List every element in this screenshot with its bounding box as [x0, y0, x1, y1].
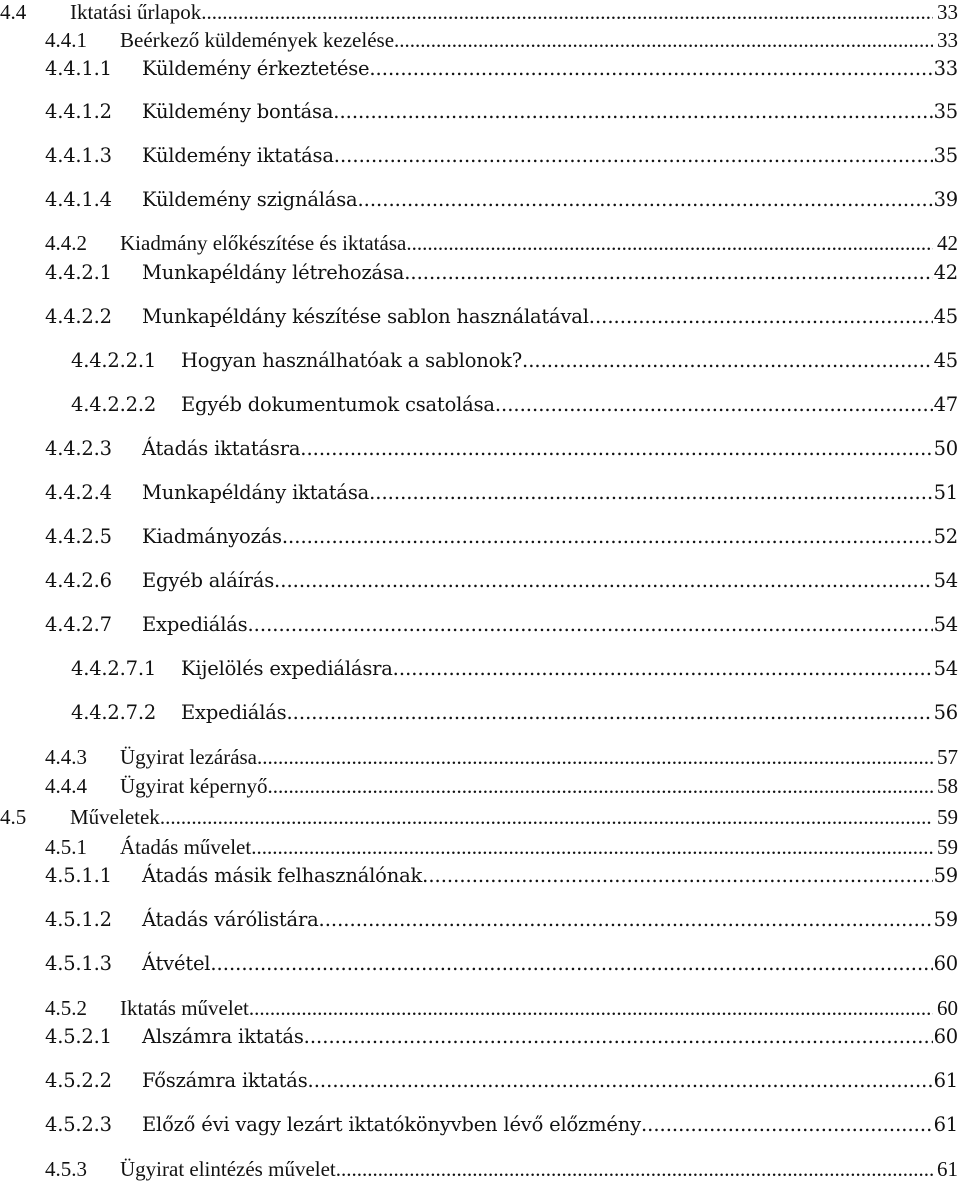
toc-entry-title: Egyéb dokumentumok csatolása	[181, 393, 495, 416]
toc-entry[interactable]	[0, 305, 958, 328]
toc-entry-number: 4.4.2.4	[45, 481, 112, 504]
toc-entry-title: Ügyirat képernyő	[120, 774, 268, 798]
toc-entry-number: 4.4.1.4	[45, 188, 112, 211]
toc-entry-page: 35	[933, 144, 958, 167]
toc-entry-number: 4.4.2.2.2	[71, 393, 157, 416]
toc-entry-number: 4.4	[0, 0, 27, 24]
toc-entry-page: 54	[933, 613, 958, 636]
toc-entry-title: Iktatási űrlapok	[70, 0, 202, 24]
toc-entry[interactable]	[0, 525, 958, 548]
toc-dot-leader	[522, 349, 933, 372]
toc-entry-title: Egyéb aláírás	[142, 569, 275, 592]
toc-entry-page: 42	[933, 261, 958, 284]
toc-entry-number: 4.4.2.7.1	[71, 657, 157, 680]
toc-entry-number: 4.5.2	[45, 996, 87, 1020]
toc-entry-title: Átvétel	[142, 952, 211, 975]
toc-entry[interactable]	[0, 144, 958, 167]
toc-entry-title: Munkapéldány készítése sablon használatával	[142, 305, 589, 328]
toc-entry-page: 33	[933, 57, 958, 80]
toc-entry-page: 59	[933, 864, 958, 887]
toc-dot-leader	[406, 231, 933, 256]
toc-dot-leader	[495, 393, 933, 416]
toc-dot-leader	[257, 745, 933, 770]
toc-entry-number: 4.5.1.1	[45, 864, 112, 887]
toc-entry-title: Expediálás	[142, 613, 248, 636]
toc-entry-number: 4.4.1.1	[45, 57, 112, 80]
toc-entry-title: Alszámra iktatás	[142, 1025, 304, 1048]
toc-dot-leader	[282, 525, 933, 548]
toc-entry-title: Átadás másik felhasználónak	[142, 864, 423, 887]
toc-entry-number: 4.5.1.3	[45, 952, 112, 975]
toc-entry[interactable]	[0, 774, 958, 799]
toc-entry-title: Ügyirat elintézés művelet	[120, 1157, 336, 1181]
toc-entry-title: Munkapéldány iktatása	[142, 481, 370, 504]
toc-entry[interactable]	[0, 1025, 958, 1048]
toc-entry[interactable]	[0, 1113, 958, 1136]
toc-entry[interactable]	[0, 835, 958, 860]
toc-entry-page: 61	[933, 1113, 958, 1136]
toc-entry[interactable]	[0, 613, 958, 636]
toc-entry-number: 4.4.2.2	[45, 305, 112, 328]
toc-entry-number: 4.4.2.3	[45, 437, 112, 460]
toc-dot-leader	[334, 144, 933, 167]
toc-entry-title: Kijelölés expediálásra	[181, 657, 393, 680]
toc-entry-page: 60	[937, 996, 958, 1020]
toc-entry-page: 59	[933, 908, 958, 931]
toc-dot-leader	[201, 0, 933, 25]
toc-entry-title: Iktatás művelet	[120, 996, 249, 1020]
toc-dot-leader	[268, 774, 933, 799]
toc-entry-page: 33	[937, 28, 958, 52]
toc-dot-leader	[274, 569, 933, 592]
toc-entry[interactable]	[0, 393, 958, 416]
toc-dot-leader	[369, 57, 932, 80]
toc-dot-leader	[369, 481, 933, 504]
toc-dot-leader	[641, 1113, 933, 1136]
toc-entry-title: Kiadmányozás	[142, 525, 282, 548]
toc-entry-title: Küldemény bontása	[142, 100, 334, 123]
toc-dot-leader	[249, 996, 933, 1021]
toc-entry-page: 58	[937, 774, 958, 798]
toc-entry-number: 4.5	[0, 805, 27, 829]
toc-entry-number: 4.4.2.5	[45, 525, 112, 548]
toc-entry-number: 4.5.2.3	[45, 1113, 112, 1136]
toc-dot-leader	[160, 805, 933, 830]
toc-entry-title: Beérkező küldemények kezelése	[120, 28, 395, 52]
toc-entry-page: 35	[933, 100, 958, 123]
toc-dot-leader	[422, 864, 932, 887]
toc-entry-title: Munkapéldány létrehozása	[142, 261, 405, 284]
toc-entry[interactable]	[0, 28, 958, 53]
toc-entry-title: Előző évi vagy lezárt iktatókönyvben lévő előzmény	[142, 1113, 641, 1136]
toc-entry-number: 4.4.2	[45, 231, 87, 255]
toc-dot-leader	[308, 1069, 933, 1092]
toc-entry-number: 4.5.2.1	[45, 1025, 112, 1048]
toc-entry-page: 45	[933, 305, 958, 328]
toc-entry-page: 59	[937, 835, 958, 859]
toc-dot-leader	[319, 908, 933, 931]
toc-entry-page: 51	[933, 481, 958, 504]
toc-entry-number: 4.4.2.7.2	[71, 701, 157, 724]
toc-entry[interactable]	[0, 745, 958, 770]
toc-entry-number: 4.4.2.6	[45, 569, 112, 592]
toc-entry-number: 4.4.4	[45, 774, 87, 798]
toc-entry-page: 61	[933, 1069, 958, 1092]
toc-entry-number: 4.5.3	[45, 1157, 87, 1181]
toc-dot-leader	[336, 1157, 933, 1182]
toc-entry-page: 56	[933, 701, 958, 724]
toc-entry-number: 4.4.2.2.1	[71, 349, 157, 372]
toc-entry-number: 4.5.1	[45, 835, 87, 859]
toc-entry-page: 61	[937, 1157, 958, 1181]
toc-entry-page: 60	[933, 1025, 958, 1048]
toc-entry[interactable]	[0, 261, 958, 284]
toc-entry-title: Kiadmány előkészítése és iktatása	[120, 231, 407, 255]
toc-entry-page: 42	[937, 231, 958, 255]
toc-dot-leader	[589, 305, 933, 328]
toc-dot-leader	[404, 261, 932, 284]
toc-entry-title: Küldemény szignálása	[142, 188, 358, 211]
toc-entry[interactable]	[0, 1157, 958, 1182]
toc-entry[interactable]	[0, 231, 958, 256]
toc-entry-title: Küldemény iktatása	[142, 144, 334, 167]
toc-entry-page: 39	[933, 188, 958, 211]
toc-entry[interactable]	[0, 701, 958, 724]
toc-entry[interactable]	[0, 657, 958, 680]
toc-entry[interactable]	[0, 569, 958, 592]
toc-entry[interactable]	[0, 952, 958, 975]
toc-entry-number: 4.4.1.2	[45, 100, 112, 123]
toc-dot-leader	[304, 1025, 933, 1048]
toc-dot-leader	[394, 28, 933, 53]
toc-dot-leader	[286, 701, 932, 724]
toc-entry-title: Küldemény érkeztetése	[142, 57, 370, 80]
toc-entry-number: 4.4.2.7	[45, 613, 112, 636]
toc-entry[interactable]	[0, 57, 958, 80]
toc-entry-page: 60	[933, 952, 958, 975]
toc-entry-number: 4.4.1.3	[45, 144, 112, 167]
toc-dot-leader	[210, 952, 932, 975]
toc-entry-page: 50	[933, 437, 958, 460]
toc-entry-number: 4.5.2.2	[45, 1069, 112, 1092]
toc-entry[interactable]	[0, 0, 958, 25]
toc-entry-page: 54	[933, 569, 958, 592]
toc-dot-leader	[333, 100, 932, 123]
toc-entry-number: 4.4.1	[45, 28, 87, 52]
toc-entry-title: Átadás művelet	[120, 835, 252, 859]
toc-entry-number: 4.4.3	[45, 745, 87, 769]
toc-dot-leader	[247, 613, 932, 636]
toc-entry-title: Átadás várólistára	[142, 908, 319, 931]
toc-entry[interactable]	[0, 188, 958, 211]
toc-entry-page: 52	[933, 525, 958, 548]
toc-entry-number: 4.5.1.2	[45, 908, 112, 931]
toc-entry-page: 47	[933, 393, 958, 416]
toc-entry[interactable]	[0, 1069, 958, 1092]
toc-entry-title: Ügyirat lezárása	[120, 745, 258, 769]
toc-entry-page: 59	[937, 805, 958, 829]
toc-entry-title: Expediálás	[181, 701, 287, 724]
toc-entry-page: 33	[937, 0, 958, 24]
toc-entry-page: 45	[933, 349, 958, 372]
toc-entry-title: Hogyan használhatóak a sablonok?	[181, 349, 523, 372]
toc-entry[interactable]	[0, 805, 958, 830]
toc-entry-title: Átadás iktatásra	[142, 437, 301, 460]
toc-entry-title: Főszámra iktatás	[142, 1069, 308, 1092]
toc-entry[interactable]	[0, 908, 958, 931]
toc-entry[interactable]	[0, 349, 958, 372]
toc-entry[interactable]	[0, 481, 958, 504]
toc-entry[interactable]	[0, 100, 958, 123]
toc-dot-leader	[393, 657, 933, 680]
toc-dot-leader	[300, 437, 932, 460]
toc-entry-page: 54	[933, 657, 958, 680]
toc-dot-leader	[251, 835, 933, 860]
toc-dot-leader	[357, 188, 932, 211]
toc-entry-page: 57	[937, 745, 958, 769]
toc-entry[interactable]	[0, 864, 958, 887]
toc-entry-title: Műveletek	[70, 805, 160, 829]
toc-entry-number: 4.4.2.1	[45, 261, 112, 284]
toc-entry[interactable]	[0, 437, 958, 460]
toc-entry[interactable]	[0, 996, 958, 1021]
